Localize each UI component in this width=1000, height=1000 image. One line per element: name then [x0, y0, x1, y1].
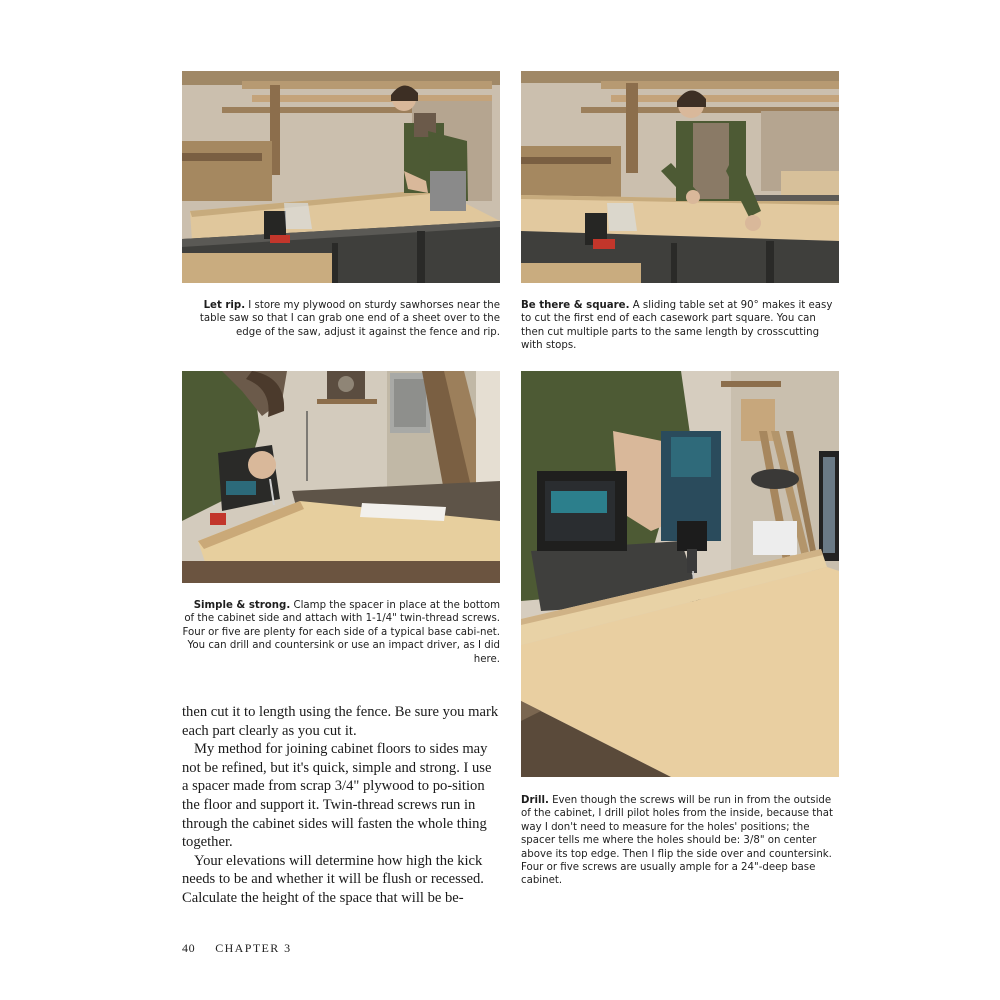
caption-text: Clamp the spacer in place at the bottom of the cabinet side and attach with 1-1/4" twin-thread screws. Four or five are plenty for each side of a typical base cabi-net. You can drill and countersink or use an impact driver, as I did here. [182, 600, 500, 665]
chapter-label: CHAPTER 3 [215, 941, 292, 955]
photo-let-rip [182, 71, 500, 283]
caption-text: Even though the screws will be run in from the outside of the cabinet, I drill pilot holes from the inside, because that way I don't need to measure for the holes' positions; the spacer tells me where the holes should be: 3/8" on center above its top edge. Then I flip the side over and countersink. Four or five screws are usually ample for a 24"-deep base cabinet. [521, 795, 833, 887]
caption-lead: Drill. [521, 795, 549, 806]
caption-simple-strong [182, 599, 500, 666]
caption-let-rip [182, 299, 500, 339]
photo-simple-strong [182, 371, 500, 583]
body-paragraph: Your elevations will determine how high the kick needs to be and whether it will be flush or recessed. Calculate the height of the space that will be be- [182, 852, 484, 906]
caption-lead: Let rip. [203, 300, 246, 311]
caption-drill [521, 794, 839, 888]
photo-drill [521, 371, 839, 777]
caption-text: I store my plywood on sturdy sawhorses near the table saw so that I can grab one end of a sheet over to the edge of the saw, adjust it against the fence and rip. [199, 300, 500, 338]
body-text [182, 703, 500, 908]
caption-lead: Be there & square. [521, 300, 630, 311]
body-paragraph: then cut it to length using the fence. Be sure you mark each part clearly as you cut it. [182, 704, 499, 739]
caption-text: A sliding table set at 90° makes it easy to cut the first end of each casework part square. You can then cut multiple parts to the same length by crosscutting with stops. [521, 300, 833, 352]
caption-lead: Simple & strong. [193, 600, 291, 611]
page-footer [182, 941, 291, 956]
page-number: 40 [182, 941, 196, 955]
body-paragraph: My method for joining cabinet floors to sides may not be refined, but it's quick, simple and strong. I use a spacer made from scrap 3/4" plywood to po-sition the floor and support it. Twin-thread screws run in through the cabinet sides will fasten the whole thing together. [182, 741, 492, 851]
caption-be-there-square [521, 299, 839, 353]
photo-be-there-square [521, 71, 839, 283]
